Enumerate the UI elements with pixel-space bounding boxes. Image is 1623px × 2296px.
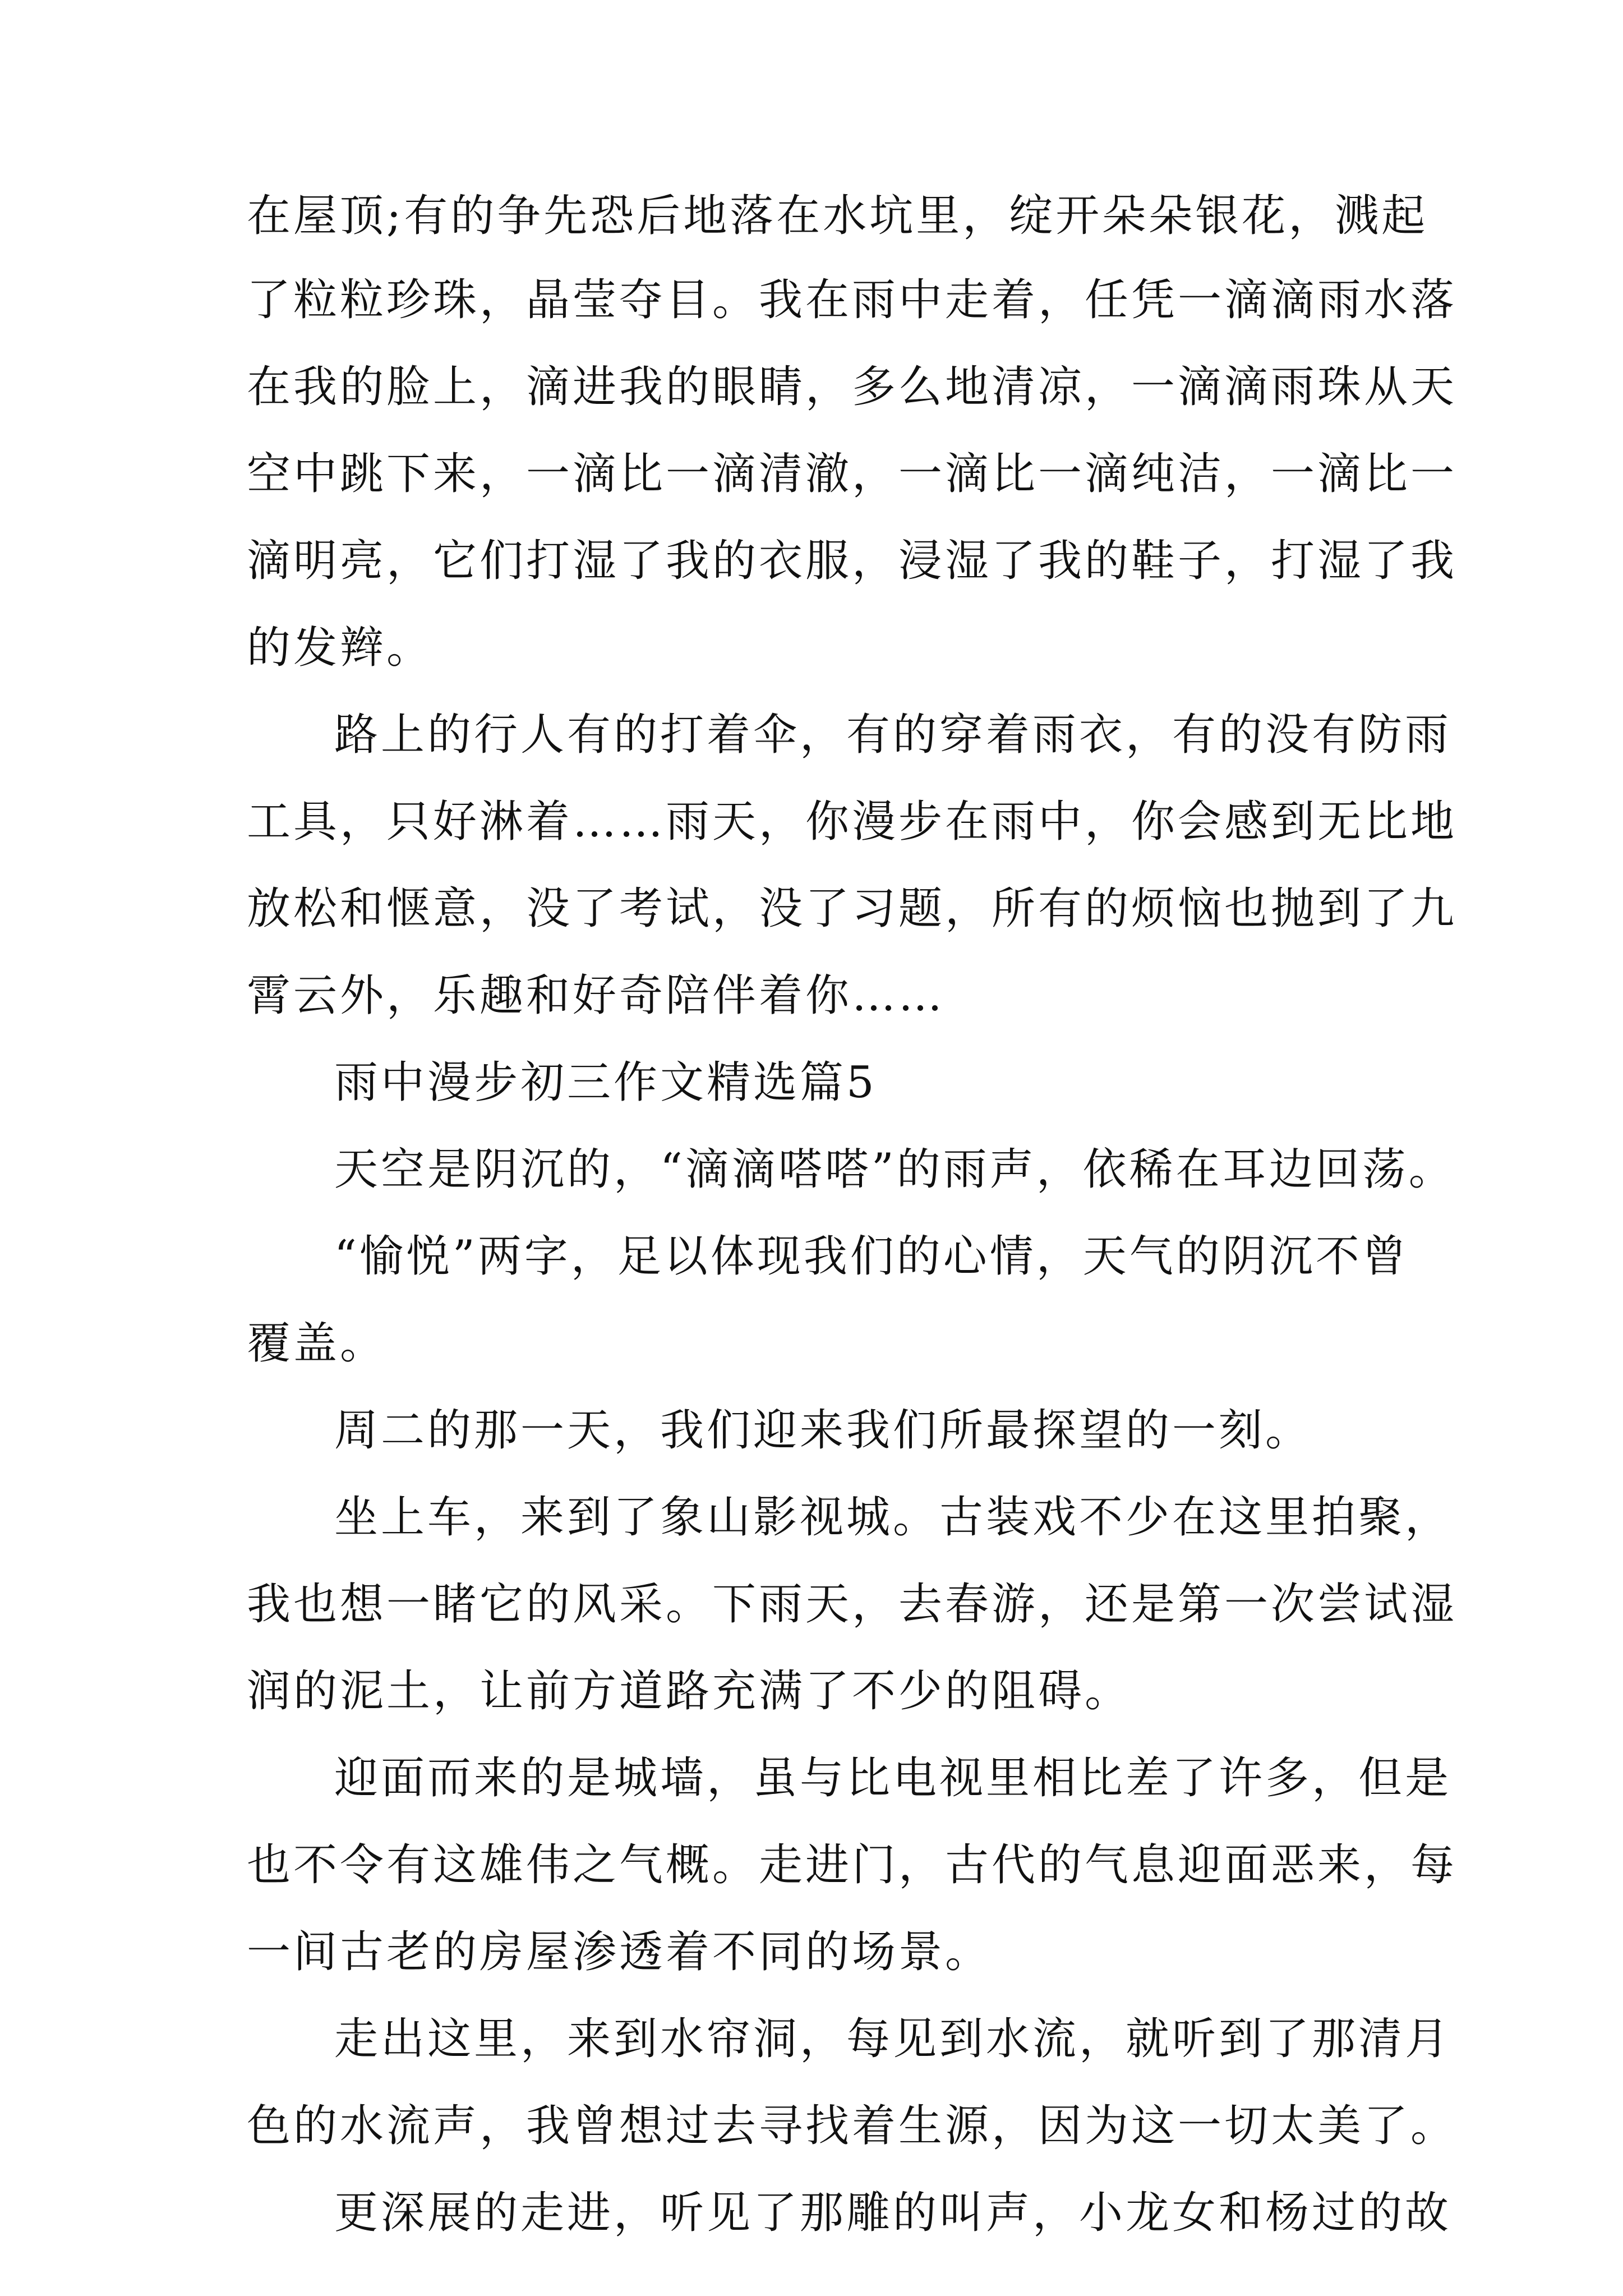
text-line: 霄云外，乐趣和好奇陪伴着你…… [247,970,946,1021]
text-line: 润的泥土，让前方道路充满了不少的阻碍。 [247,1666,1132,1717]
text-line: 滴明亮，它们打湿了我的衣服，浸湿了我的鞋子，打湿了我 [247,536,1458,586]
text-line: 了粒粒珍珠，晶莹夺目。我在雨中走着，任凭一滴滴雨水落 [247,275,1458,325]
text-line: 覆盖。 [247,1318,387,1369]
text-line: 我也想一睹它的风采。下雨天，去春游，还是第一次尝试湿 [247,1579,1458,1630]
text-line: 空中跳下来，一滴比一滴清澈，一滴比一滴纯洁，一滴比一 [247,449,1458,499]
section-heading: 雨中漫步初三作文精选篇5 [334,1057,877,1108]
text-line: 走出这里，来到水帘洞，每见到水流，就听到了那清月 [334,2014,1452,2064]
text-line: 色的水流声，我曾想过去寻找着生源，因为这一切太美了。 [247,2101,1458,2151]
text-line: 天空是阴沉的，“滴滴嗒嗒”的雨声，依稀在耳边回荡。 [334,1144,1455,1195]
text-line: 在屋顶;有的争先恐后地落在水坑里，绽开朵朵银花，溅起 [247,191,1428,241]
text-line: 工具，只好淋着……雨天，你漫步在雨中，你会感到无比地 [247,797,1458,847]
text-line: 的发辫。 [247,623,434,673]
text-line: 一间古老的房屋渗透着不同的场景。 [247,1927,992,1977]
text-line: 在我的脸上，滴进我的眼睛，多么地清凉，一滴滴雨珠从天 [247,362,1458,412]
text-line: 放松和惬意，没了考试，没了习题，所有的烦恼也抛到了九 [247,884,1458,934]
text-line: 迎面而来的是城墙，虽与比电视里相比差了许多，但是 [334,1753,1452,1803]
text-line: 更深展的走进，听见了那雕的叫声，小龙女和杨过的故 [334,2188,1452,2238]
text-line: 周二的那一天，我们迎来我们所最探望的一刻。 [334,1405,1312,1456]
text-line: 也不令有这雄伟之气概。走进门，古代的气息迎面恶来，每 [247,1840,1458,1890]
text-line: 坐上车，来到了象山影视城。古装戏不少在这里拍聚， [334,1492,1452,1543]
text-line: 路上的行人有的打着伞，有的穿着雨衣，有的没有防雨 [334,710,1452,760]
text-line: “愉悦”两字，足以体现我们的心情，天气的阴沉不曾 [334,1231,1409,1282]
